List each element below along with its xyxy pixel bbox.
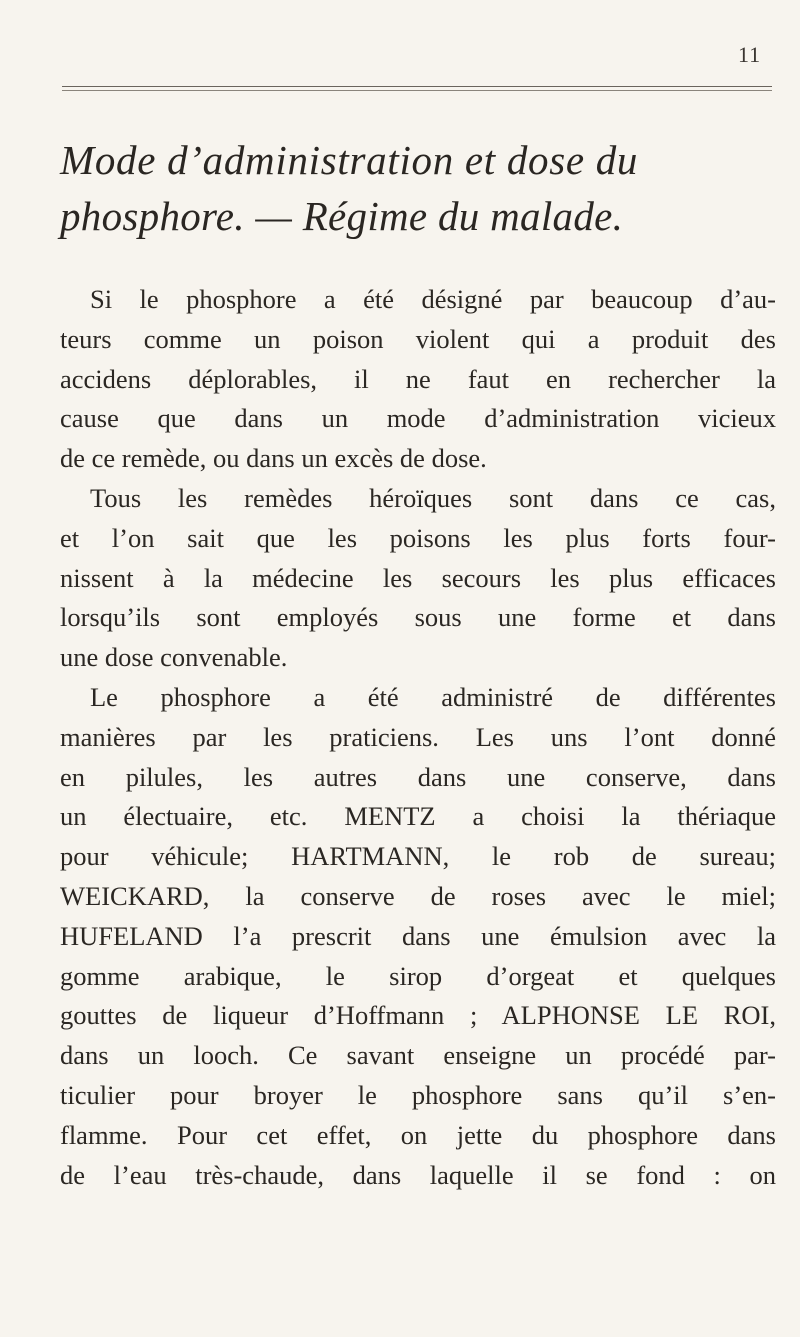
body-line: ticulier pour broyer le phosphore sans qu’il s’en- bbox=[60, 1079, 776, 1110]
header-rule-thin bbox=[62, 90, 772, 91]
body-line: un électuaire, etc. MENTZ a choisi la thériaque bbox=[60, 801, 776, 832]
section-heading bbox=[60, 132, 780, 244]
body-line: et l’on sait que les poisons les plus forts four- bbox=[60, 522, 776, 553]
body-line: Le phosphore a été administré de différentes bbox=[90, 681, 776, 712]
section-heading-line-1: Mode d’administration et dose du bbox=[60, 137, 639, 183]
body-line: cause que dans un mode d’administration vicieux bbox=[60, 403, 776, 434]
body-line: WEICKARD, la conserve de roses avec le miel; bbox=[60, 880, 776, 911]
body-text bbox=[60, 280, 776, 1195]
body-line: dans un looch. Ce savant enseigne un procédé par- bbox=[60, 1040, 776, 1071]
body-line: de ce remède, ou dans un excès de dose. bbox=[60, 443, 487, 474]
body-line: en pilules, les autres dans une conserve, dans bbox=[60, 761, 776, 792]
body-line: Si le phosphore a été désigné par beaucoup d’au- bbox=[90, 284, 776, 314]
body-line: pour véhicule; HARTMANN, le rob de sureau; bbox=[60, 841, 776, 872]
body-line: manières par les praticiens. Les uns l’ont donné bbox=[60, 721, 776, 752]
body-line: HUFELAND l’a prescrit dans une émulsion avec la bbox=[60, 920, 776, 951]
body-line: gouttes de liqueur d’Hoffmann ; ALPHONSE LE ROI, bbox=[60, 1000, 776, 1031]
body-line: accidens déplorables, il ne faut en rechercher la bbox=[60, 363, 776, 394]
body-line: gomme arabique, le sirop d’orgeat et quelques bbox=[60, 960, 776, 991]
body-line: flamme. Pour cet effet, on jette du phosphore dans bbox=[60, 1119, 776, 1150]
body-line: nissent à la médecine les secours les plus efficaces bbox=[60, 562, 776, 593]
body-line: lorsqu’ils sont employés sous une forme et dans bbox=[60, 602, 776, 633]
section-heading-line-2: phosphore. — Régime du malade. bbox=[60, 193, 624, 239]
body-line: teurs comme un poison violent qui a produit des bbox=[60, 323, 776, 354]
header-rule bbox=[62, 86, 772, 87]
body-line: de l’eau très-chaude, dans laquelle il se fond : on bbox=[60, 1159, 776, 1190]
body-line: Tous les remèdes héroïques sont dans ce cas, bbox=[90, 482, 776, 513]
body-line: une dose convenable. bbox=[60, 642, 288, 673]
page-number: 11 bbox=[738, 42, 762, 67]
